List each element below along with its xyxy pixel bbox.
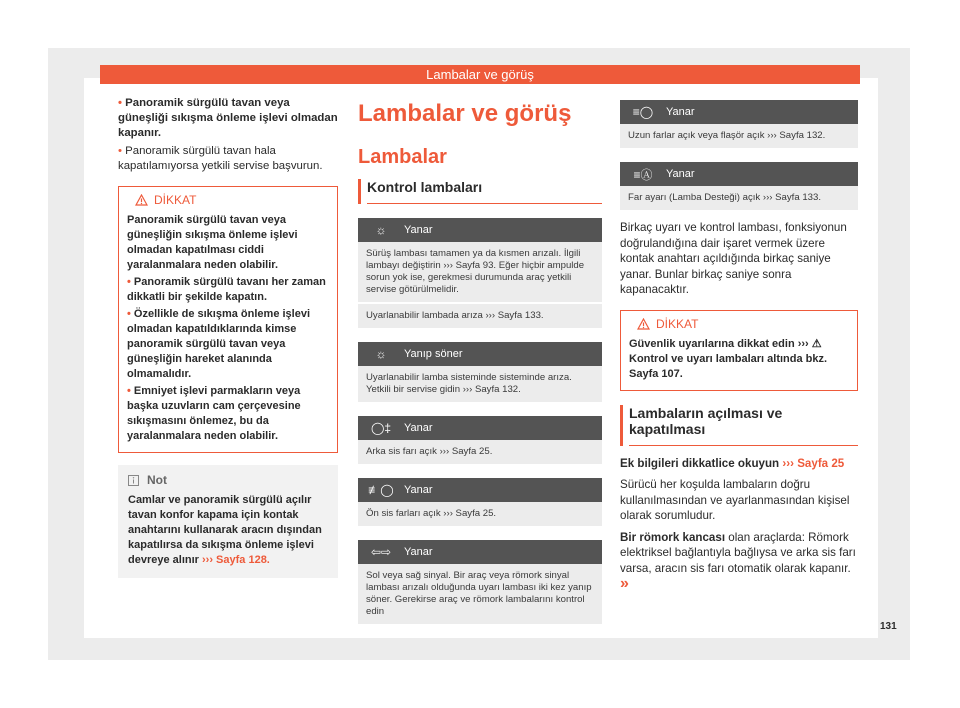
warning-item: • Panoramik sürgülü tavanı her zaman dikkatli bir şekilde kapatın.: [127, 276, 326, 303]
lamp-description: Ön sis farları açık ››› Sayfa 25.: [358, 502, 602, 526]
section-header: Lambalar ve görüş: [100, 65, 860, 84]
page-link[interactable]: ››› Sayfa 25: [782, 456, 845, 470]
headlight-range-icon: ≡Ⓐ: [633, 167, 653, 182]
note-box: [118, 465, 338, 578]
lamp-status: Yanar: [404, 422, 433, 434]
lamp-status: Yanıp söner: [404, 348, 463, 360]
lamp-block: [358, 478, 602, 526]
section-title: Lambalar: [358, 146, 447, 168]
lamp-block: [358, 218, 602, 328]
note-header: [128, 473, 328, 487]
warning-intro: Panoramik sürgülü tavan veya güneşliğin sıkışma önleme işlevi olmadan kapatılması ciddi yaralanmalara neden olabilir.: [127, 214, 298, 271]
warning-triangle-icon: [135, 194, 148, 206]
column-1: [118, 96, 338, 578]
lamp-description: Sürüş lambası tamamen ya da kısmen arızalı. İlgili lambayı değiştirin ››› Sayfa 93. Eğer hiçbir ampulde sorun yok ise, gerekmesi durumunda araç yetkili servise götürülmelidir.: [358, 242, 602, 302]
lamp-block: [620, 162, 858, 210]
chapter-title: Lambalar ve görüş: [358, 100, 572, 127]
warning-title: DİKKAT: [154, 193, 197, 207]
note-text: Camlar ve panoramik sürgülü açılır tavan konfor kapama için kontak anahtarını kullanarak aracın dışından kapatılırsa da sıkışma önleme işlevi devreye alınır ››› Sayfa 128.: [128, 494, 322, 566]
subsection-heading: [358, 179, 602, 204]
lamp-bar: [358, 540, 602, 564]
bullet-1: • Panoramik sürgülü tavan veya güneşliği sıkışma önleme işlevi olmadan kapanır.: [118, 97, 338, 139]
lamp-block: [358, 342, 602, 402]
lamp-status: Yanar: [404, 224, 433, 236]
front-fog-icon: ≢◯: [368, 483, 394, 497]
paragraph: Sürücü her koşulda lambaların doğru kullanılmasından ve ayarlanmasından kişisel olarak sorumludur.: [620, 478, 850, 522]
bullet-dot: •: [118, 97, 126, 109]
lamp-description: Far ayarı (Lamba Desteği) açık ››› Sayfa 133.: [620, 186, 858, 210]
warning-title: DİKKAT: [656, 316, 699, 331]
lamp-status: Yanar: [404, 546, 433, 558]
subsection-heading: [620, 405, 858, 446]
page-number: 131: [880, 621, 897, 632]
lamp-bar: [358, 416, 602, 440]
subsection-title: Kontrol lambaları: [367, 179, 602, 204]
warning-box: [620, 310, 858, 391]
note-title: Not: [147, 473, 167, 487]
extra-info: Ek bilgileri dikkatlice okuyun ››› Sayfa 25: [620, 456, 845, 470]
lamp-block: [620, 100, 858, 148]
rear-fog-icon: ◯‡: [370, 421, 392, 435]
lamp-description: Uzun farlar açık veya flaşör açık ››› Sayfa 132.: [620, 124, 858, 148]
bullet-2: • Panoramik sürgülü tavan hala kapatılamıyorsa yetkili servise başvurun.: [118, 145, 323, 172]
lamp-status: Yanar: [404, 484, 433, 496]
info-icon: [128, 475, 139, 486]
light-icon: ☼: [375, 223, 387, 237]
bullet-dot: •: [118, 145, 126, 157]
page-link[interactable]: ››› Sayfa 128.: [202, 554, 270, 566]
warning-item: • Özellikle de sıkışma önleme işlevi olmadan kapatıldıklarında kimse panoramik sürgülü tavan veya güneşliğin hareket alanında olmamalıdır.: [127, 308, 311, 380]
warning-header: [119, 187, 337, 211]
lamp-bar: [358, 342, 602, 366]
paragraph: Birkaç uyarı ve kontrol lambası, fonksiyonun doğrulandığına dair işaret vermek üzere kontak anahtarı açıldığında birkaç saniye yanar. Bunlar birkaç saniye sonra kapanacaktır.: [620, 221, 847, 296]
lamp-description: Arka sis farı açık ››› Sayfa 25.: [358, 440, 602, 464]
lamp-status: Yanar: [666, 106, 695, 118]
high-beam-icon: ≡◯: [632, 105, 654, 119]
warning-text: Güvenlik uyarılarına dikkat edin ››› ⚠ Kontrol ve uyarı lambaları altında bkz. Sayfa 107.: [629, 337, 828, 380]
lamp-bar: [620, 162, 858, 186]
warning-triangle-icon: [637, 318, 650, 330]
column-3: [620, 96, 858, 593]
light-icon: ☼: [375, 347, 387, 361]
warning-header: [621, 311, 857, 335]
lamp-description: Uyarlanabilir lamba sisteminde sisteminde arıza. Yetkili bir servise gidin ››› Sayfa 132.: [358, 366, 602, 402]
lamp-bar: [620, 100, 858, 124]
warning-item: • Emniyet işlevi parmakların veya başka uzuvların cam çerçevesine sıkışmasını önlemez, bu da yaralanmalara neden olabilir.: [127, 385, 301, 442]
lamp-description: Sol veya sağ sinyal. Bir araç veya römork sinyal lambası arızalı olduğunda uyarı lambası iki kez yanıp söner. Gerekirse araç ve römork lambalarını kontrol edin: [358, 564, 602, 624]
warning-box: [118, 186, 338, 453]
lamp-block: [358, 416, 602, 464]
lamp-status: Yanar: [666, 168, 695, 180]
lamp-bar: [358, 478, 602, 502]
paragraph: Bir römork kancası olan araçlarda: Römork elektriksel bağlantıyla bağlıysa ve arka sis farı varsa, aracın sis farı otomatik olarak kapanır. »: [620, 530, 856, 592]
subsection-title: Lambaların açılması ve kapatılması: [629, 405, 858, 446]
lamp-description: Uyarlanabilir lambada arıza ››› Sayfa 133.: [358, 302, 602, 328]
continue-arrow: »: [620, 575, 629, 592]
lamp-block: [358, 540, 602, 624]
lamp-bar: [358, 218, 602, 242]
turn-signal-icon: ⇦⇨: [370, 545, 392, 559]
column-2: [358, 96, 602, 624]
